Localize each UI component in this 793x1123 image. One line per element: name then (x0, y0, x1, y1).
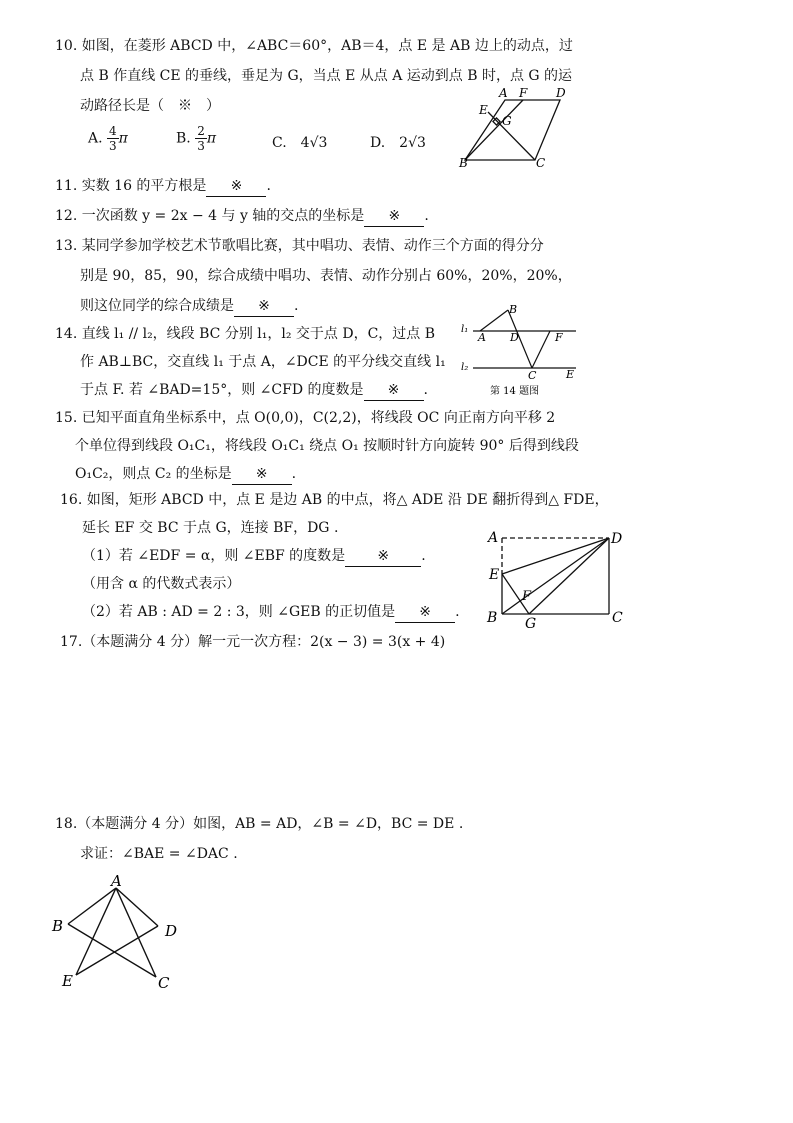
label-f: F (522, 589, 532, 604)
q10-option-d: D. 2√3 (370, 135, 426, 151)
q16-line-2: 延长 EF 交 BC 于点 G，连接 BF，DG . (82, 520, 339, 536)
label-c: C (158, 974, 170, 992)
q10-option-a: A. $\frac{4}{3}$ π (88, 124, 128, 153)
q11-blank: ※ (206, 176, 266, 197)
label-d: D (556, 86, 566, 100)
q14-line-2: 作 AB⊥BC，交直线 l₁ 于点 A，∠DCE 的平分线交直线 l₁ (80, 354, 446, 370)
label-e: E (62, 972, 73, 990)
segment-bc (68, 924, 156, 977)
line-bf (465, 100, 523, 160)
q16-part-2: （2）若 AB : AD = 2 : 3，则 ∠GEB 的正切值是 ※ . (82, 602, 460, 623)
label-e: E (489, 567, 500, 583)
q17: 17.（本题满分 4 分）解一元一次方程：2(x − 3) = 3(x + 4) (60, 634, 446, 650)
q16-part-1: （1）若 ∠EDF = α，则 ∠EBF 的度数是 ※ . (82, 546, 426, 567)
segment-ae (76, 888, 116, 975)
segment-dg (529, 538, 609, 614)
segment-ab (68, 888, 116, 924)
label-d: D (611, 531, 623, 547)
q10-option-b: B. $\frac{2}{3}$ π (176, 124, 217, 153)
label-b: B (509, 303, 518, 316)
segment-ab (480, 310, 508, 331)
label-b: B (487, 610, 498, 626)
q14-line-3: 于点 F. 若 ∠BAD=15°，则 ∠CFD 的度数是 ※ . (80, 380, 428, 401)
q10-line-2: 点 B 作直线 CE 的垂线，垂足为 G，当点 E 从点 A 运动到点 B 时，点 G 的运 (80, 68, 573, 84)
q12-blank: ※ (364, 206, 424, 227)
q18-line-2: 求证：∠BAE = ∠DAC . (80, 846, 238, 862)
q16-line-hint: （用含 α 的代数式表示） (82, 576, 241, 592)
q12: 12. 一次函数 y = 2x − 4 与 y 轴的交点的坐标是 ※ . (55, 206, 429, 227)
q16-rectangle-figure (484, 526, 629, 630)
label-c: C (528, 369, 537, 382)
q16-blank-1: ※ (345, 546, 421, 567)
q11: 11. 实数 16 的平方根是 ※ . (55, 176, 271, 197)
label-a: A (111, 872, 122, 890)
q15-line-3: O₁C₂，则点 C₂ 的坐标是 ※ . (75, 464, 296, 485)
q15-blank: ※ (232, 464, 292, 485)
label-b: B (52, 917, 64, 935)
segment-bf (502, 601, 520, 614)
q18-figure (48, 872, 188, 996)
q18-line-1: 18.（本题满分 4 分）如图，AB = AD，∠B = ∠D，BC = DE . (55, 816, 464, 832)
q16-line-1: 16. 如图，矩形 ABCD 中，点 E 是边 AB 的中点，将△ ADE 沿 DE 翻折得到△ FDE， (60, 492, 609, 508)
label-d: D (165, 922, 178, 940)
q10-line-3: 动路径长是（ ※ ） (80, 98, 220, 114)
q10-line-1: 10. 如图，在菱形 ABCD 中，∠ABC＝60°，AB＝4，点 E 是 AB 边上的动点，过 (55, 38, 573, 54)
q13-blank: ※ (234, 296, 294, 317)
label-a: A (478, 331, 486, 344)
q14-caption: 第 14 题图 (490, 386, 540, 397)
q10-rhombus-figure (455, 82, 585, 168)
q14-blank: ※ (364, 380, 424, 401)
q14-figure (458, 300, 588, 400)
segment-ac (116, 888, 156, 977)
label-f: F (519, 86, 528, 100)
segment-df (520, 538, 609, 601)
segment-cf (532, 331, 550, 368)
label-e: E (479, 103, 488, 117)
label-b: B (459, 156, 468, 168)
label-g: G (525, 616, 537, 630)
label-g: G (502, 114, 512, 128)
q13-line-1: 13. 某同学参加学校艺术节歌唱比赛，其中唱功、表情、动作三个方面的得分分 (55, 238, 544, 254)
q13-line-2: 别是 90，85，90，综合成绩中唱功、表情、动作分别占 60%，20%，20%， (80, 268, 572, 284)
label-l1: l₁ (461, 324, 469, 335)
q14-line-1: 14. 直线 l₁ // l₂，线段 BC 分别 l₁，l₂ 交于点 D，C，过点 B (55, 326, 436, 342)
q13-line-3: 则这位同学的综合成绩是 ※ . (80, 296, 298, 317)
q15-line-2: 个单位得到线段 O₁C₁，将线段 O₁C₁ 绕点 O₁ 按顺时针方向旋转 90° 后得到线段 (75, 438, 579, 454)
segment-ad (116, 888, 158, 926)
label-d: D (510, 331, 519, 344)
label-e: E (566, 368, 575, 381)
segment-de (76, 926, 158, 975)
q15-line-1: 15. 已知平面直角坐标系中，点 O(0,0)，C(2,2)，将线段 OC 向正南方向平移 2 (55, 410, 556, 426)
q10-option-c: C. 4√3 (272, 135, 328, 151)
label-l2: l₂ (461, 362, 469, 373)
label-a: A (488, 530, 499, 546)
segment-ed (502, 538, 609, 574)
label-c: C (612, 610, 623, 626)
q16-blank-2: ※ (395, 602, 455, 623)
label-a: A (499, 86, 508, 100)
label-f: F (555, 331, 563, 344)
label-c: C (536, 156, 546, 168)
